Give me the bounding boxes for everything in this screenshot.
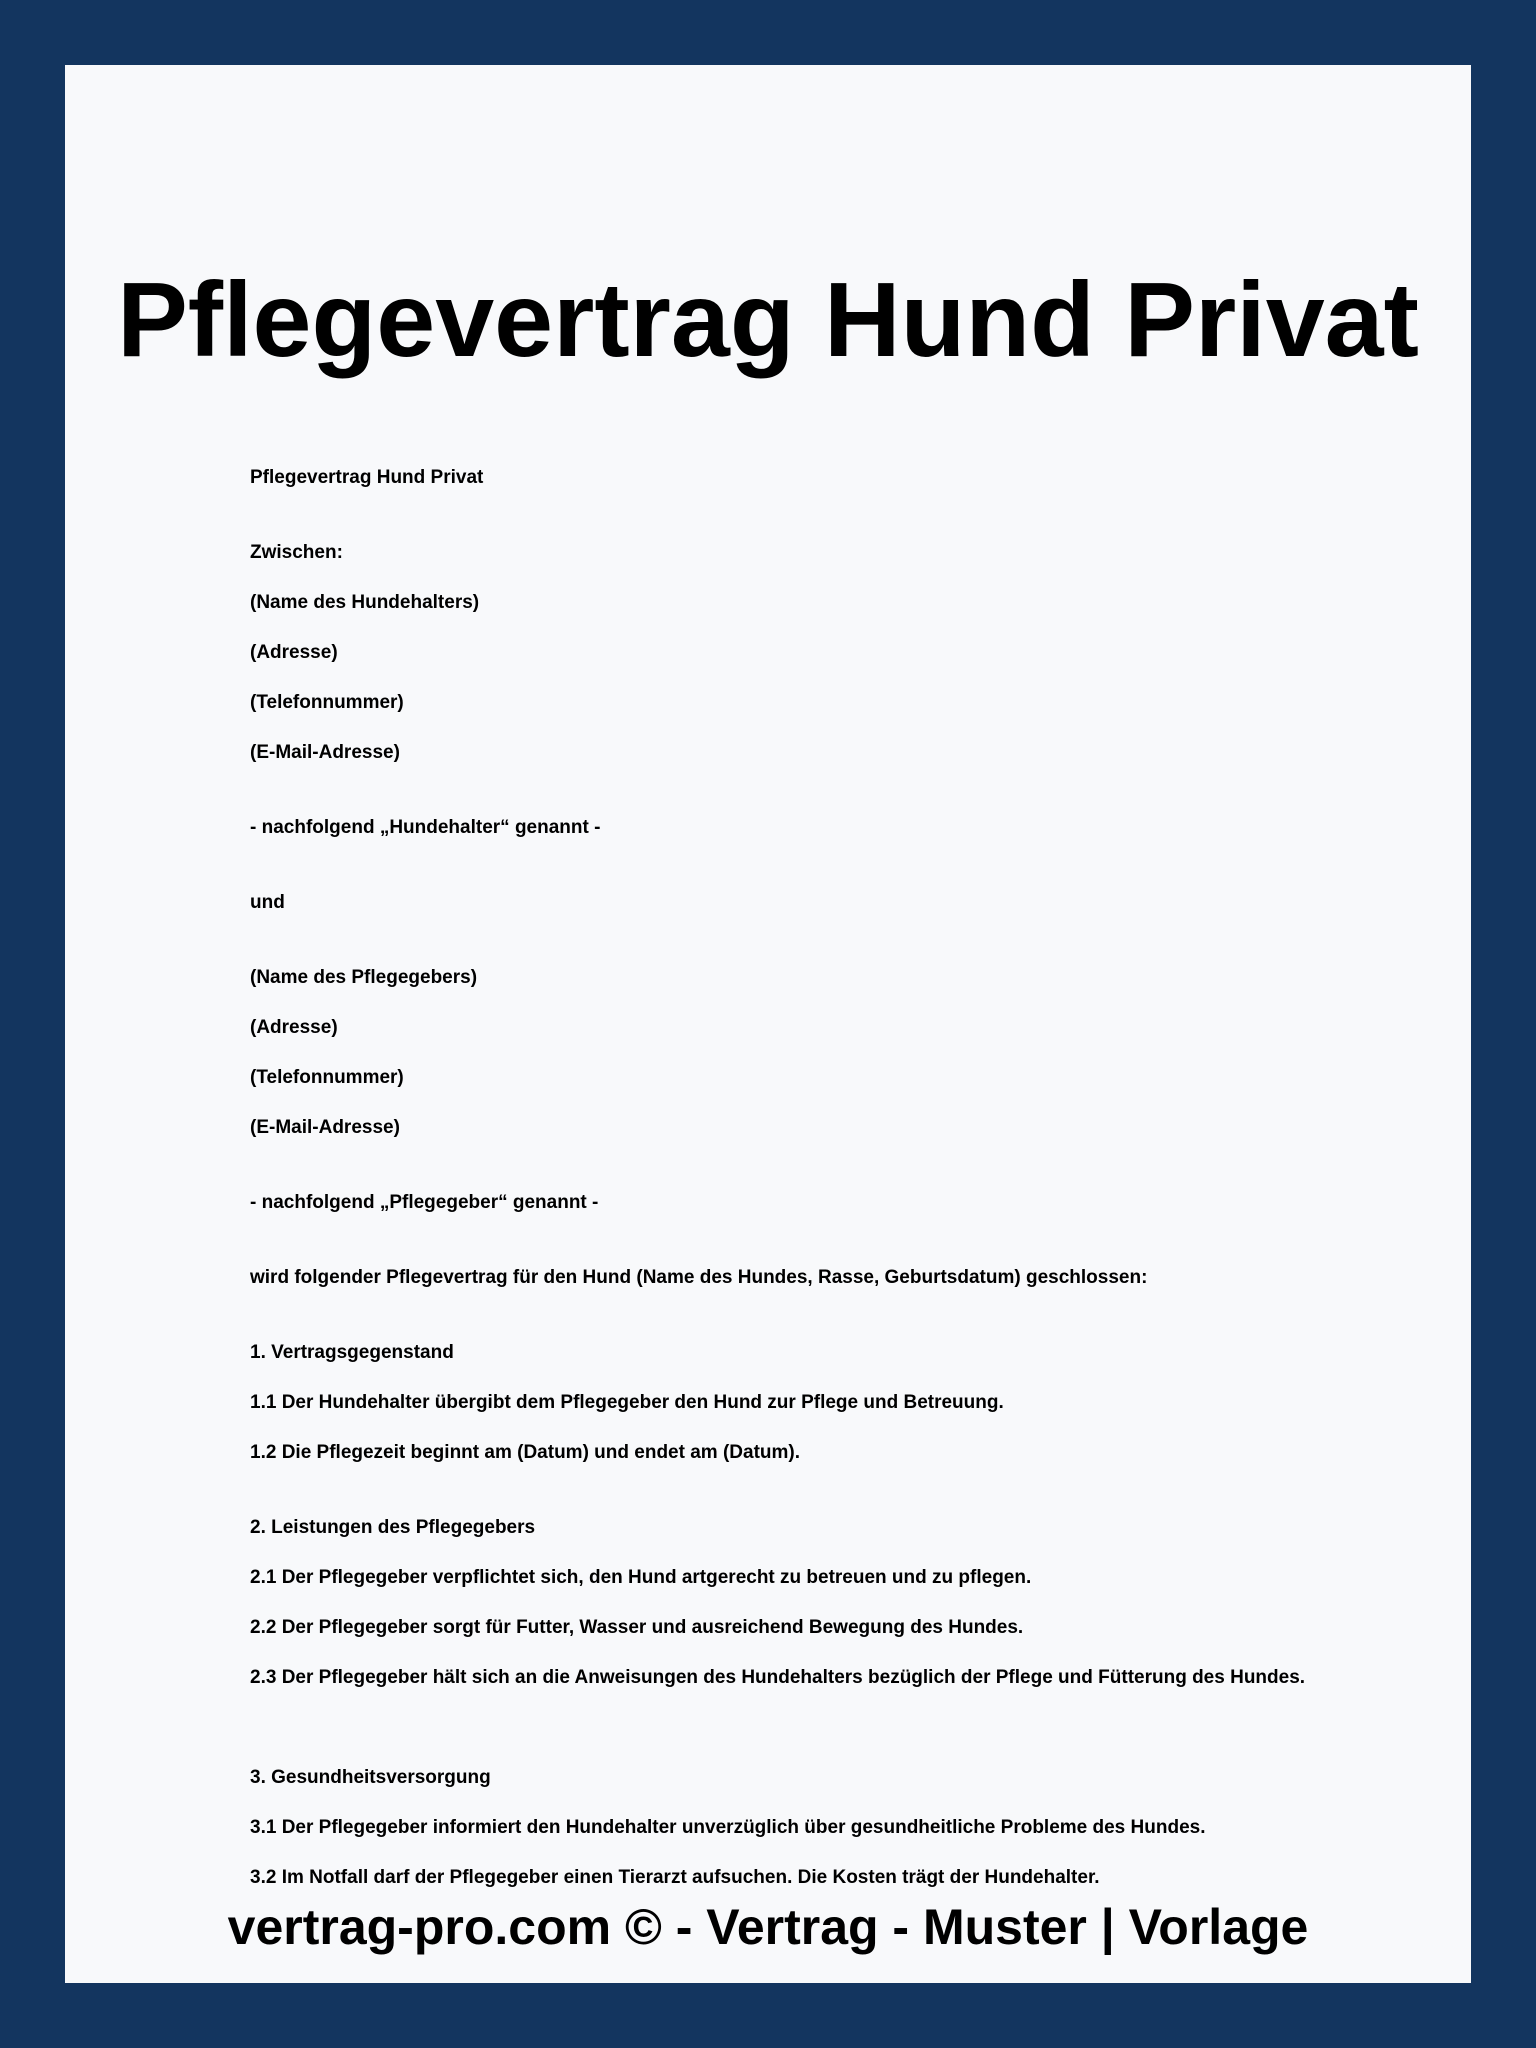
caretaker-email-placeholder: (E-Mail-Adresse) <box>250 1117 400 1138</box>
and-label: und <box>250 892 285 913</box>
owner-phone-placeholder: (Telefonnummer) <box>250 692 404 713</box>
footer-watermark: vertrag-pro.com © - Vertrag - Muster | Vorlage <box>227 1899 1309 1955</box>
between-label: Zwischen: <box>250 542 343 563</box>
owner-email-placeholder: (E-Mail-Adresse) <box>250 742 400 763</box>
owner-name-placeholder: (Name des Hundehalters) <box>250 592 480 613</box>
contract-heading: Pflegevertrag Hund Privat <box>250 467 484 488</box>
clause-3-1: 3.1 Der Pflegegeber informiert den Hundehalter unverzüglich über gesundheitliche Probleme des Hundes. <box>250 1817 1206 1838</box>
caretaker-name-placeholder: (Name des Pflegegebers) <box>250 967 478 988</box>
caretaker-phone-placeholder: (Telefonnummer) <box>250 1067 404 1088</box>
section-1-heading: 1. Vertragsgegenstand <box>250 1342 454 1363</box>
contract-intro: wird folgender Pflegevertrag für den Hund (Name des Hundes, Rasse, Geburtsdatum) geschlossen: <box>250 1267 1148 1288</box>
clause-2-3: 2.3 Der Pflegegeber hält sich an die Anweisungen des Hundehalters bezüglich der Pflege und Fütterung des Hundes. <box>250 1667 1306 1688</box>
clause-1-2: 1.2 Die Pflegezeit beginnt am (Datum) und endet am (Datum). <box>250 1442 801 1463</box>
section-2-heading: 2. Leistungen des Pflegegebers <box>250 1517 536 1538</box>
clause-1-1: 1.1 Der Hundehalter übergibt dem Pflegegeber den Hund zur Pflege und Betreuung. <box>250 1392 1004 1413</box>
clause-2-2: 2.2 Der Pflegegeber sorgt für Futter, Wasser und ausreichend Bewegung des Hundes. <box>250 1617 1024 1638</box>
section-3-heading: 3. Gesundheitsversorgung <box>250 1767 491 1788</box>
owner-designation: - nachfolgend „Hundehalter“ genannt - <box>250 817 601 838</box>
clause-2-1: 2.1 Der Pflegegeber verpflichtet sich, den Hund artgerecht zu betreuen und zu pflegen. <box>250 1567 1032 1588</box>
page-title: Pflegevertrag Hund Privat <box>117 261 1419 379</box>
clause-3-2: 3.2 Im Notfall darf der Pflegegeber einen Tierarzt aufsuchen. Die Kosten trägt der Hundehalter. <box>250 1867 1100 1888</box>
owner-address-placeholder: (Adresse) <box>250 642 338 663</box>
caretaker-designation: - nachfolgend „Pflegegeber“ genannt - <box>250 1192 599 1213</box>
caretaker-address-placeholder: (Adresse) <box>250 1017 338 1038</box>
document-sheet <box>65 65 1471 1983</box>
